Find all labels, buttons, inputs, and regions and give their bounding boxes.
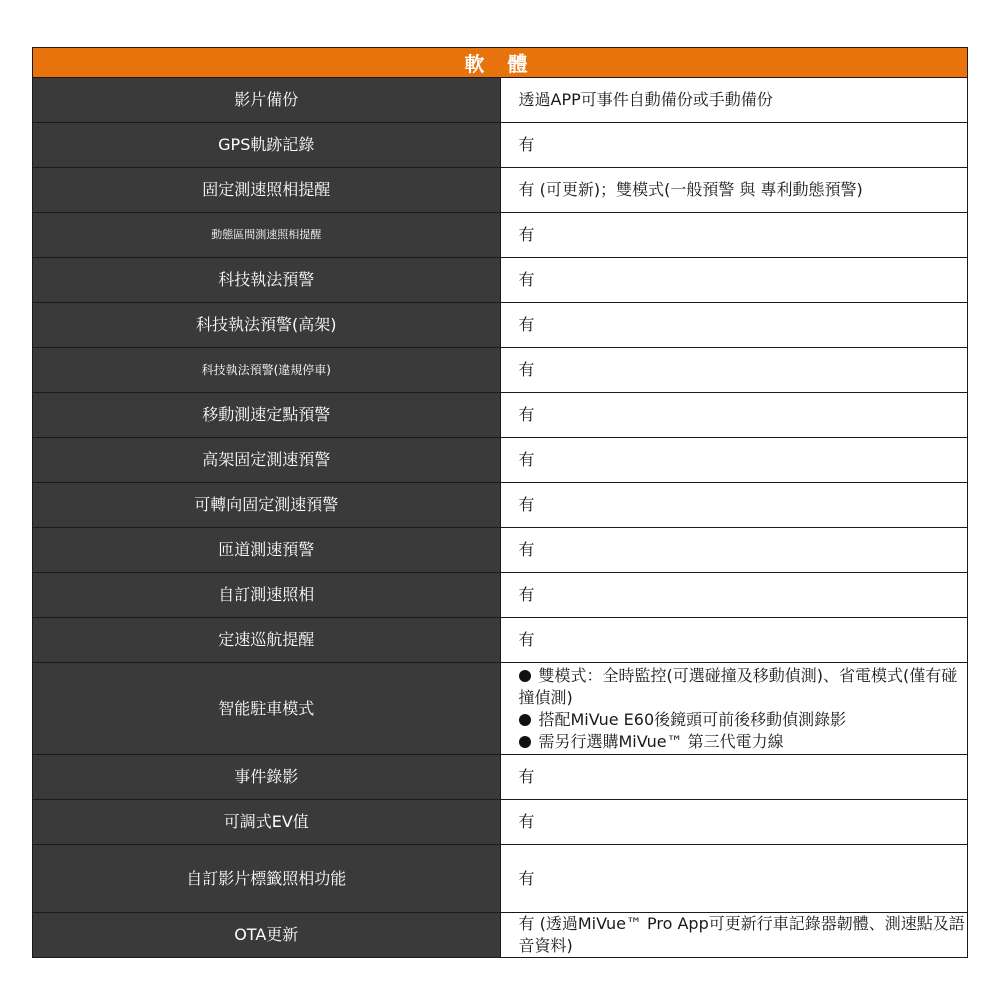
row-value: 有	[500, 800, 968, 845]
row-value: 透過APP可事件自動備份或手動備份	[500, 78, 968, 123]
table-row	[33, 78, 968, 123]
row-label: 自訂影片標籤照相功能	[33, 845, 501, 913]
row-label: 動態區間測速照相提醒	[33, 213, 501, 258]
table-row	[33, 348, 968, 393]
row-label: 固定測速照相提醒	[33, 168, 501, 213]
row-value: 有 (可更新)；雙模式(一般預警 與 專利動態預警)	[500, 168, 968, 213]
row-label: 科技執法預警	[33, 258, 501, 303]
row-value: 有	[500, 528, 968, 573]
table-row	[33, 845, 968, 913]
row-value: 有	[500, 755, 968, 800]
table-row	[33, 483, 968, 528]
row-label: 匝道測速預警	[33, 528, 501, 573]
table-row	[33, 573, 968, 618]
parking-mode-list	[519, 665, 968, 753]
table-row	[33, 393, 968, 438]
row-label: 科技執法預警(高架)	[33, 303, 501, 348]
list-item	[519, 731, 968, 753]
row-label: OTA更新	[33, 913, 501, 958]
row-label: 高架固定測速預警	[33, 438, 501, 483]
row-label: 影片備份	[33, 78, 501, 123]
row-value: 有	[500, 348, 968, 393]
row-label: 科技執法預警(違規停車)	[33, 348, 501, 393]
list-item-text: 需另行選購MiVue™ 第三代電力線	[538, 731, 784, 751]
table-row	[33, 258, 968, 303]
list-item	[519, 709, 968, 731]
row-value: 有	[500, 573, 968, 618]
row-label: 事件錄影	[33, 755, 501, 800]
row-value: 有	[500, 123, 968, 168]
list-item-text: 雙模式：全時監控(可選碰撞及移動偵測)、省電模式(僅有碰撞偵測)	[518, 665, 958, 707]
table-row	[33, 123, 968, 168]
list-item	[519, 665, 968, 709]
row-label: 移動測速定點預警	[33, 393, 501, 438]
table-row	[33, 913, 968, 958]
table-row	[33, 528, 968, 573]
table-row	[33, 213, 968, 258]
row-value: 有	[500, 393, 968, 438]
row-value: 有	[500, 213, 968, 258]
table-row	[33, 618, 968, 663]
table-row	[33, 168, 968, 213]
row-value: 有	[500, 438, 968, 483]
bullet-icon	[519, 714, 531, 726]
row-label: GPS軌跡記錄	[33, 123, 501, 168]
row-value: 有	[500, 845, 968, 913]
row-value-list	[500, 663, 968, 755]
row-label: 自訂測速照相	[33, 573, 501, 618]
row-label: 定速巡航提醒	[33, 618, 501, 663]
software-spec-table	[32, 47, 968, 958]
row-value: 有	[500, 618, 968, 663]
bullet-icon	[519, 736, 531, 748]
row-value: 有	[500, 258, 968, 303]
row-label: 可調式EV值	[33, 800, 501, 845]
row-label: 可轉向固定測速預警	[33, 483, 501, 528]
table-header: 軟 體	[33, 48, 968, 78]
row-value: 有	[500, 483, 968, 528]
table-row	[33, 755, 968, 800]
bullet-icon	[519, 670, 531, 682]
row-label: 智能駐車模式	[33, 663, 501, 755]
row-value: 有 (透過MiVue™ Pro App可更新行車記錄器韌體、測速點及語音資料)	[500, 913, 968, 958]
list-item-text: 搭配MiVue E60後鏡頭可前後移動偵測錄影	[538, 709, 847, 729]
table-row	[33, 663, 968, 755]
row-value: 有	[500, 303, 968, 348]
table-row	[33, 438, 968, 483]
table-row	[33, 303, 968, 348]
table-row	[33, 800, 968, 845]
